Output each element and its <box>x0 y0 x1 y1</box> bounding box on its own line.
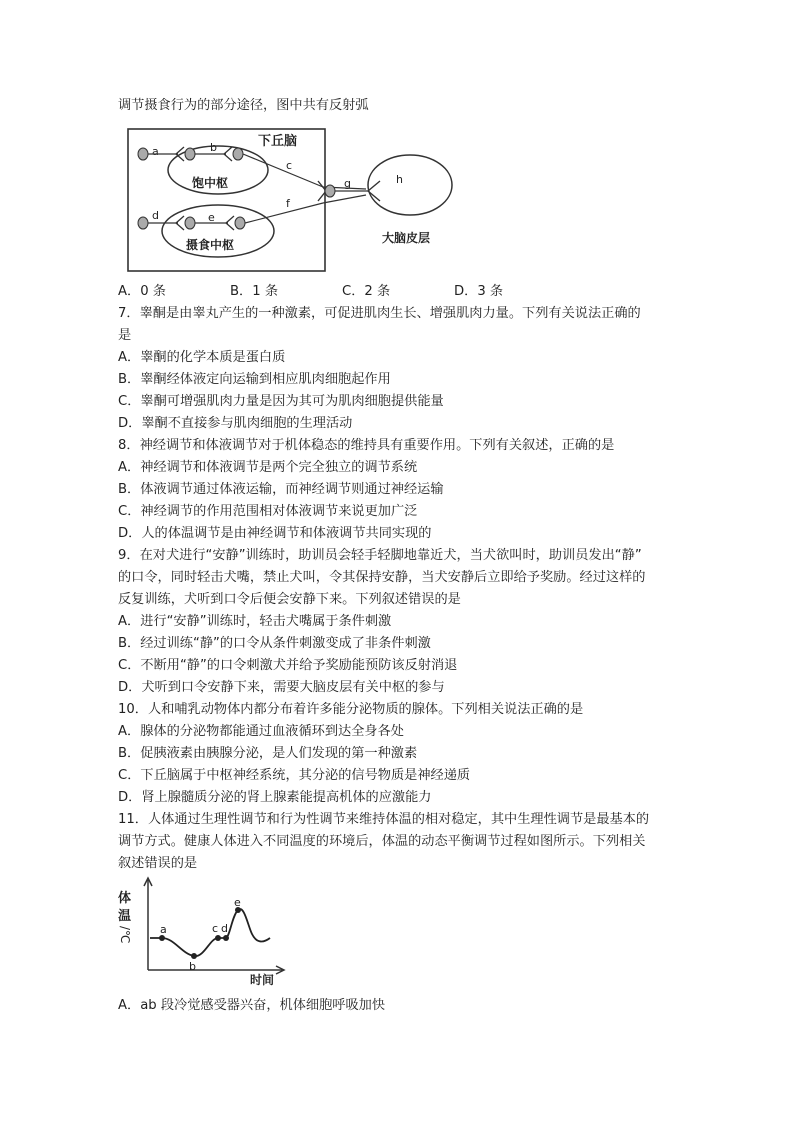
q6-option-b: B．1 条 <box>230 284 279 299</box>
q9-stem-line-1: 9．在对犬进行“安静”训练时，助训员会轻手轻脚地靠近犬，当犬欲叫时，助训员发出“静” <box>118 548 642 563</box>
label-a: a <box>152 145 159 158</box>
label-f: f <box>286 197 290 210</box>
satiety-center-label: 饱中枢 <box>192 176 229 190</box>
neuron-d-body <box>138 217 148 229</box>
q10-option-a: A．腺体的分泌物都能通过血液循环到达全身各处 <box>118 724 404 739</box>
q11-stem-line-1: 11．人体通过生理性调节和行为性调节来维持体温的相对稳定，其中生理性调节是最基本的 <box>118 812 650 827</box>
q6-option-a: A．0 条 <box>118 284 166 299</box>
q9-option-a: A．进行“安静”训练时，轻击犬嘴属于条件刺激 <box>118 614 392 629</box>
label-b: b <box>210 141 217 154</box>
q11-option-a: A．ab 段冷觉感受器兴奋，机体细胞呼吸加快 <box>118 998 386 1013</box>
q7-option-b: B．睾酮经体液定向运输到相应肌肉细胞起作用 <box>118 372 391 387</box>
temperature-curve <box>150 909 270 956</box>
q8-option-c: C．神经调节的作用范围相对体液调节来说更加广泛 <box>118 504 418 519</box>
q10-option-b: B．促胰液素由胰腺分泌，是人们发现的第一种激素 <box>118 746 418 761</box>
q10-option-d: D．肾上腺髓质分泌的肾上腺素能提高机体的应激能力 <box>118 790 432 805</box>
cortex-label: 大脑皮层 <box>382 231 431 245</box>
feeding-center-label: 摄食中枢 <box>186 238 235 252</box>
label-h: h <box>396 173 403 186</box>
q7-option-d: D．睾酮不直接参与肌肉细胞的生理活动 <box>118 416 353 431</box>
q7-option-c: C．睾酮可增强肌肉力量是因为其可为肌肉细胞提供能量 <box>118 394 444 409</box>
q6-option-d: D．3 条 <box>454 284 504 299</box>
q11-stem-line-3: 叙述错误的是 <box>118 856 198 871</box>
q10-option-c: C．下丘脑属于中枢神经系统，其分泌的信号物质是神经递质 <box>118 768 471 783</box>
q10-stem: 10．人和哺乳动物体内都分布着许多能分泌物质的腺体。下列相关说法正确的是 <box>118 702 584 717</box>
y-label-1: 体 <box>118 891 132 906</box>
q6-stem: 调节摄食行为的部分途径，图中共有反射弧 <box>118 98 369 113</box>
q6-option-c: C．2 条 <box>342 284 391 299</box>
x-label: 时间 <box>250 973 275 986</box>
point-d: d <box>221 922 228 935</box>
point-a: a <box>160 923 167 936</box>
q8-option-a: A．神经调节和体液调节是两个完全独立的调节系统 <box>118 460 418 475</box>
q9-option-b: B．经过训练“静”的口令从条件刺激变成了非条件刺激 <box>118 636 431 651</box>
q8-stem: 8．神经调节和体液调节对于机体稳态的维持具有重要作用。下列有关叙述，正确的是 <box>118 438 615 453</box>
cortex-ellipse <box>368 155 452 215</box>
label-d: d <box>152 209 159 222</box>
label-g: g <box>344 177 351 190</box>
q9-stem-line-2: 的口令，同时轻击犬嘴，禁止犬叫，令其保持安静，当犬安静后立即给予奖励。经过这样的 <box>118 570 646 585</box>
q7-stem-line-1: 7．睾酮是由睾丸产生的一种激素，可促进肌肉生长、增强肌肉力量。下列有关说法正确的 <box>118 306 641 321</box>
q8-option-b: B．体液调节通过体液运输，而神经调节则通过神经运输 <box>118 482 444 497</box>
point-e: e <box>234 896 241 909</box>
point-c: c <box>212 922 219 935</box>
q9-option-d: D．犬听到口令安静下来，需要大脑皮层有关中枢的参与 <box>118 680 445 695</box>
q9-option-c: C．不断用“静”的口令刺激犬并给予奖励能预防该反射消退 <box>118 658 458 673</box>
label-e: e <box>208 211 215 224</box>
reflex-diagram <box>118 125 478 275</box>
body-temperature-graph <box>118 876 298 986</box>
q8-option-d: D．人的体温调节是由神经调节和体液调节共同实现的 <box>118 526 432 541</box>
q7-stem-line-2: 是 <box>118 328 132 343</box>
label-c: c <box>286 159 293 172</box>
neuron-g-body <box>325 185 335 197</box>
q11-stem-line-2: 调节方式。健康人体进入不同温度的环境后，体温的动态平衡调节过程如图所示。下列相关 <box>118 834 646 849</box>
q9-stem-line-3: 反复训练，犬听到口令后便会安静下来。下列叙述错误的是 <box>118 592 461 607</box>
neuron-a-body <box>138 148 148 160</box>
hypothalamus-label: 下丘脑 <box>258 134 298 149</box>
y-label-2: 温 <box>118 909 132 924</box>
q7-option-a: A．睾酮的化学本质是蛋白质 <box>118 350 286 365</box>
point-b: b <box>189 960 196 973</box>
y-unit: /℃ <box>118 926 132 944</box>
